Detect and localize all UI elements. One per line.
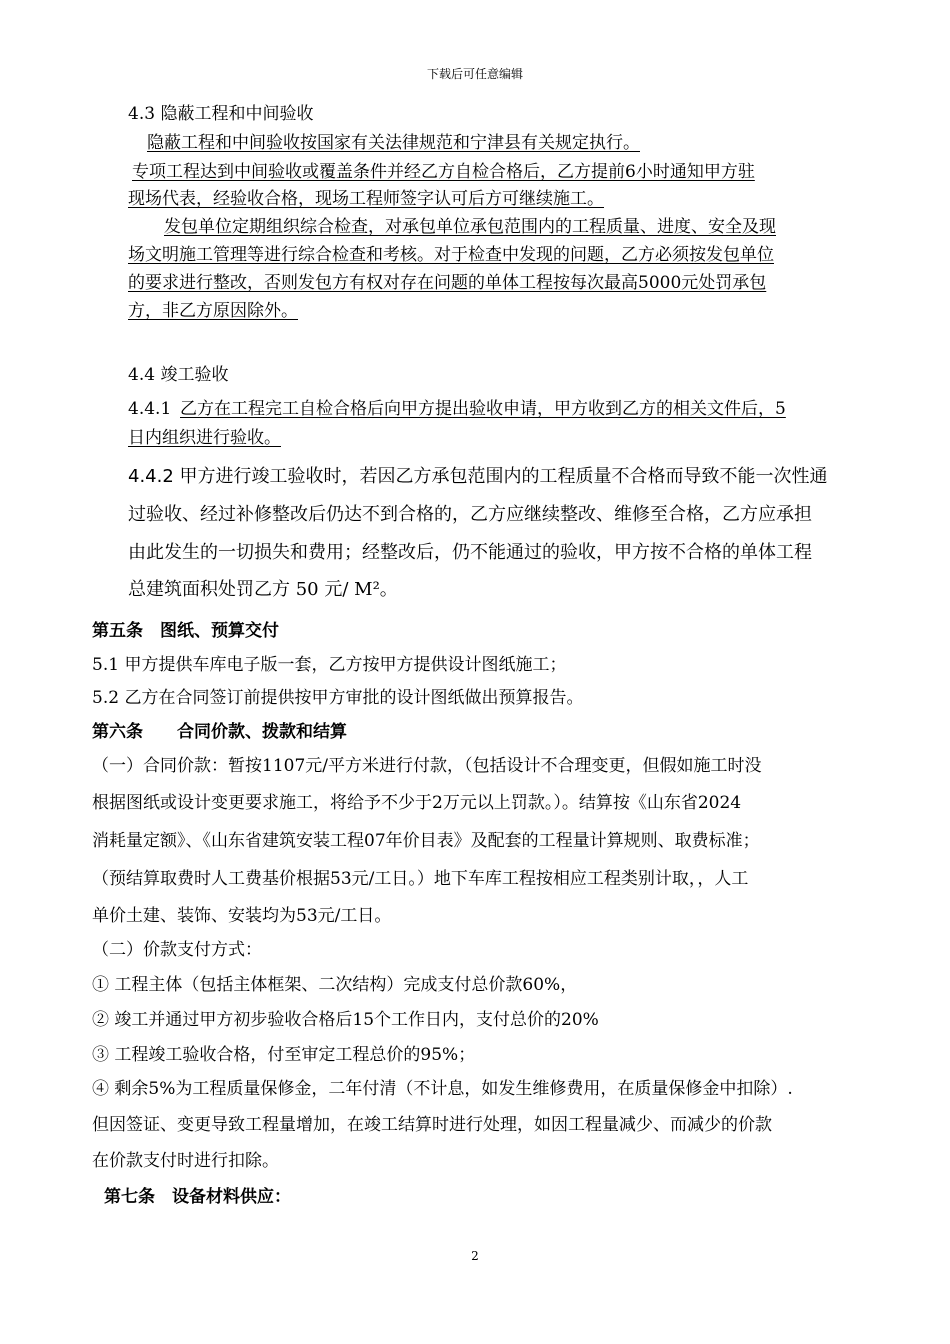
article-6-price-line5: 单价土建、装饰、安装均为53元/工日。 bbox=[92, 906, 392, 926]
article-5-item1: 5.1 甲方提供车库电子版一套，乙方按甲方提供设计图纸施工； bbox=[92, 655, 567, 675]
article-6-title: 第六条 合同价款、拨款和结算 bbox=[92, 722, 347, 742]
article-6-price-line3: 消耗量定额》、《山东省建筑安装工程07年价目表》及配套的工程量计算规则、取费标准； bbox=[92, 831, 760, 851]
section-4-3-para1: 隐蔽工程和中间验收按国家有关法律规范和宁津县有关规定执行。 bbox=[147, 133, 640, 153]
payment-item-3: ③ 工程竣工验收合格，付至审定工程总价的95%； bbox=[92, 1045, 476, 1065]
article-7-title: 第七条 设备材料供应： bbox=[104, 1187, 291, 1207]
article-6-price-line1: （一）合同价款：暂按1107元/平方米进行付款，（包括设计不合理变更，但假如施工时没 bbox=[92, 756, 762, 776]
article-6-price-line4: （预结算取费时人工费基价根据53元/工日。）地下车库工程按相应工程类别计取，，人工 bbox=[92, 869, 749, 889]
page-header: 下载后可任意编辑 bbox=[426, 67, 523, 81]
section-4-3-para2-line2: 现场代表，经验收合格，现场工程师签字认可后方可继续施工。 bbox=[128, 189, 604, 209]
article-6-price-line2: 根据图纸或设计变更要求施工，将给予不少于2万元以上罚款。）。结算按《山东省2024 bbox=[92, 793, 742, 813]
section-4-4-2-line4: 总建筑面积处罚乙方 50 元/ M²。 bbox=[128, 579, 398, 600]
article-5-title: 第五条 图纸、预算交付 bbox=[92, 621, 279, 641]
section-4-4-1-line1: 乙方在工程完工自检合格后向甲方提出验收申请，甲方收到乙方的相关文件后，5 bbox=[180, 399, 786, 419]
section-4-3-title: 4.3 隐蔽工程和中间验收 bbox=[128, 104, 314, 124]
payment-item-4-line1: ④ 剩余5%为工程质量保修金，二年付清（不计息，如发生维修费用，在质量保修金中扣除）. bbox=[92, 1079, 793, 1099]
payment-item-4-line3: 在价款支付时进行扣除。 bbox=[92, 1151, 279, 1171]
section-4-4-2-line2: 过验收、经过补修整改后仍达不到合格的，乙方应继续整改、维修至合格，乙方应承担 bbox=[128, 504, 812, 525]
article-6-payment-heading: （二）价款支付方式： bbox=[92, 940, 262, 960]
section-4-3-para3-line1: 发包单位定期组织综合检查，对承包单位承包范围内的工程质量、进度、安全及现 bbox=[164, 217, 776, 237]
payment-item-1: ① 工程主体（包括主体框架、二次结构）完成支付总价款60%， bbox=[92, 975, 578, 995]
section-4-3-para2-line1: 专项工程达到中间验收或覆盖条件并经乙方自检合格后，乙方提前6小时通知甲方驻 bbox=[132, 162, 755, 182]
section-4-4-title: 4.4 竣工验收 bbox=[128, 365, 229, 385]
section-4-3-para3-line2: 场文明施工管理等进行综合检查和考核。对于检查中发现的问题，乙方必须按发包单位 bbox=[128, 245, 774, 265]
section-4-3-para3-line4: 方，非乙方原因除外。 bbox=[128, 301, 298, 321]
payment-item-4-line2: 但因签证、变更导致工程量增加，在竣工结算时进行处理，如因工程量减少、而减少的价款 bbox=[92, 1115, 772, 1135]
section-4-4-2-line3: 由此发生的一切损失和费用；经整改后，仍不能通过的验收，甲方按不合格的单体工程 bbox=[128, 542, 812, 563]
section-4-4-2-line1: 4.4.2 甲方进行竣工验收时，若因乙方承包范围内的工程质量不合格而导致不能一次性通 bbox=[128, 466, 828, 487]
page-number: 2 bbox=[471, 1249, 479, 1263]
article-5-item2: 5.2 乙方在合同签订前提供按甲方审批的设计图纸做出预算报告。 bbox=[92, 688, 584, 708]
section-4-3-para3-line3: 的要求进行整改，否则发包方有权对存在问题的单体工程按每次最高5000元处罚承包 bbox=[128, 273, 767, 293]
payment-item-2: ② 竣工并通过甲方初步验收合格后15个工作日内，支付总价的20% bbox=[92, 1010, 599, 1030]
section-4-4-1-line2: 日内组织进行验收。 bbox=[128, 428, 281, 448]
section-4-4-1-number: 4.4.1 bbox=[128, 399, 172, 419]
